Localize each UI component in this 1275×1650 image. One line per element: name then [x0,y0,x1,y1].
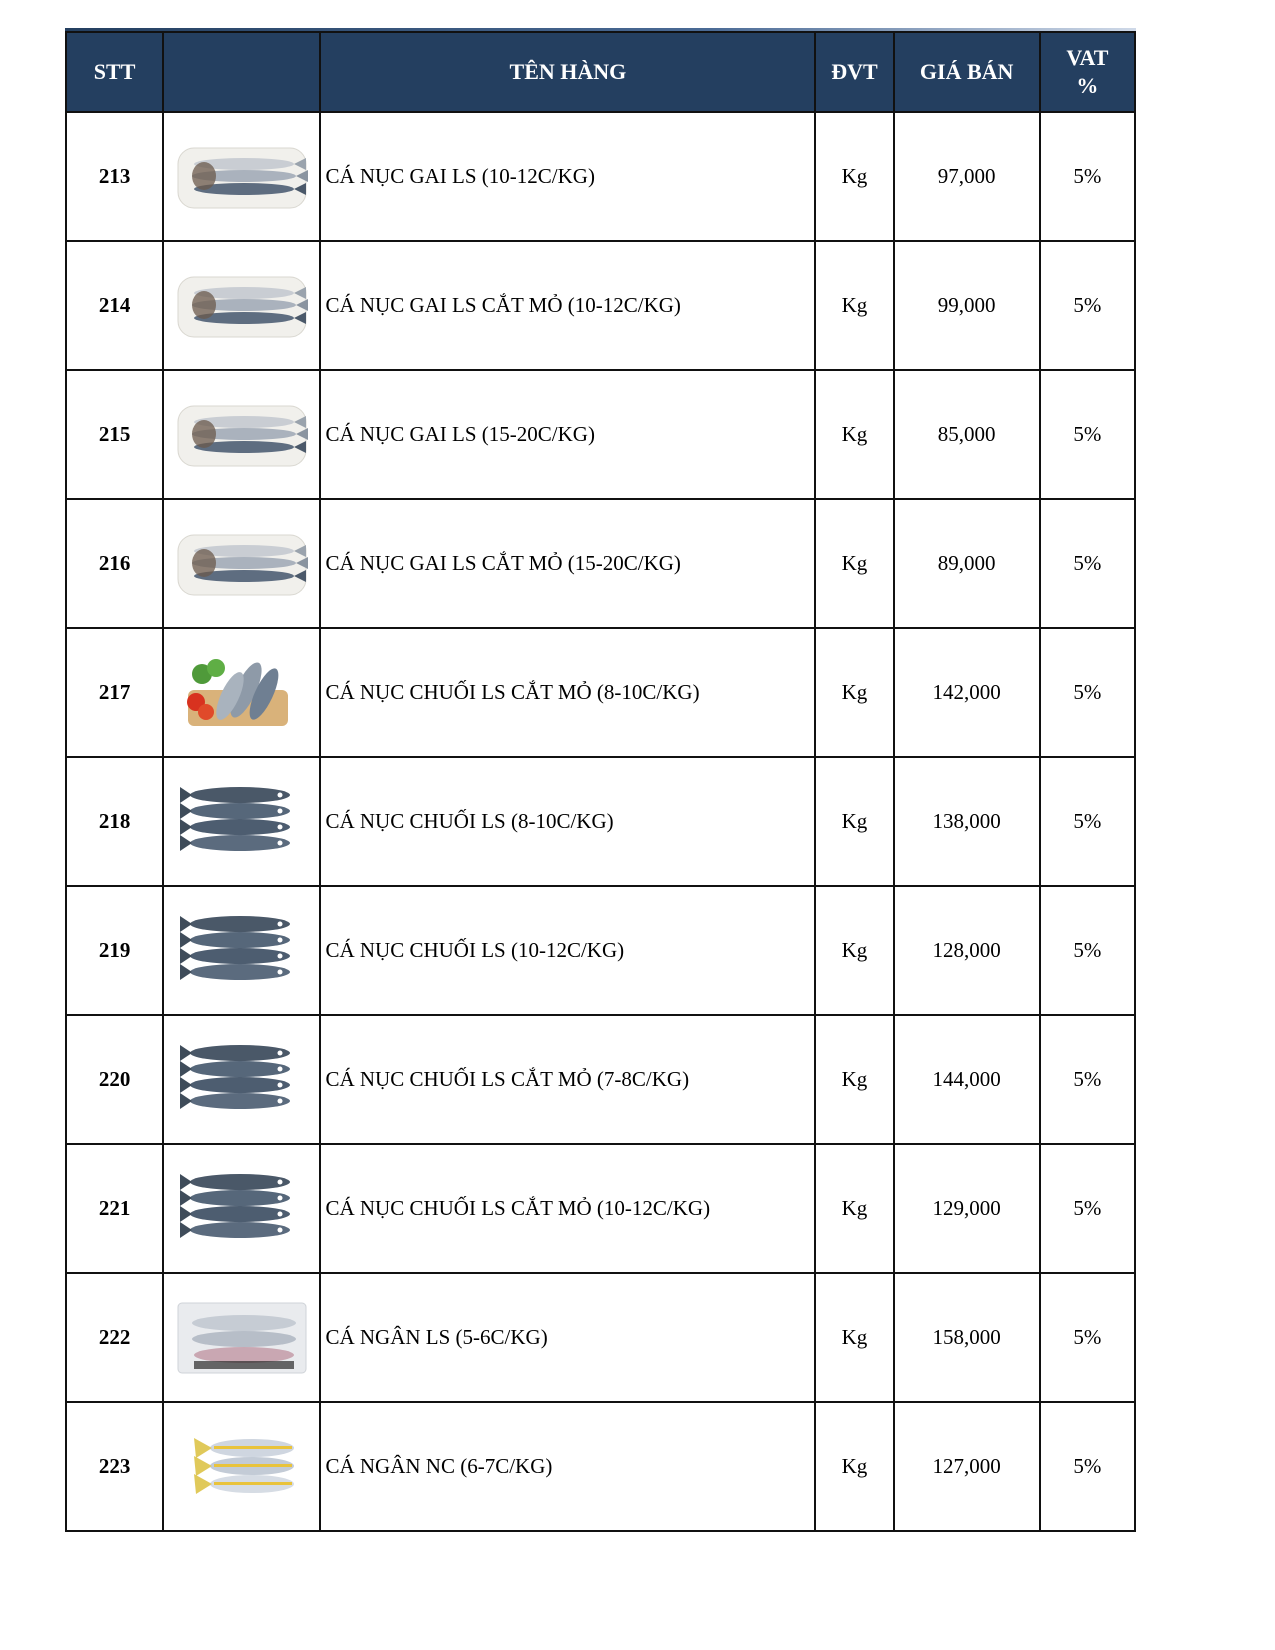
table-row [66,1402,1135,1531]
row-stt: 216 [66,499,163,628]
row-product-name: CÁ NỤC GAI LS (15-20C/KG) [320,370,815,499]
product-price-table [65,31,1136,1532]
row-vat: 5% [1040,370,1135,499]
row-unit: Kg [815,499,893,628]
row-image [163,370,320,499]
row-price: 89,000 [894,499,1040,628]
row-image [163,1015,320,1144]
row-stt: 223 [66,1402,163,1531]
header-name: TÊN HÀNG [320,32,815,112]
row-unit: Kg [815,1402,893,1531]
row-image [163,112,320,241]
row-price: 138,000 [894,757,1040,886]
row-price: 129,000 [894,1144,1040,1273]
row-product-name: CÁ NGÂN NC (6-7C/KG) [320,1402,815,1531]
row-unit: Kg [815,1144,893,1273]
row-unit: Kg [815,112,893,241]
row-product-name: CÁ NỤC CHUỐI LS CẮT MỎ (7-8C/KG) [320,1015,815,1144]
fish-stack-icon [174,1037,310,1123]
row-price: 127,000 [894,1402,1040,1531]
table-row [66,886,1135,1015]
header-price: GIÁ BÁN [894,32,1040,112]
row-image [163,241,320,370]
row-product-name: CÁ NỤC GAI LS (10-12C/KG) [320,112,815,241]
table-row [66,112,1135,241]
header-unit: ĐVT [815,32,893,112]
row-image [163,1273,320,1402]
row-unit: Kg [815,757,893,886]
row-image [163,886,320,1015]
row-stt: 219 [66,886,163,1015]
row-stt: 218 [66,757,163,886]
row-vat: 5% [1040,241,1135,370]
table-row [66,241,1135,370]
row-image [163,499,320,628]
row-stt: 221 [66,1144,163,1273]
row-stt: 222 [66,1273,163,1402]
row-vat: 5% [1040,1273,1135,1402]
header-stt: STT [66,32,163,112]
row-vat: 5% [1040,628,1135,757]
row-price: 85,000 [894,370,1040,499]
fish-on-tray-icon [174,392,310,478]
row-unit: Kg [815,370,893,499]
row-product-name: CÁ NỤC CHUỐI LS CẮT MỎ (10-12C/KG) [320,1144,815,1273]
fish-on-tray-icon [174,263,310,349]
row-image [163,757,320,886]
row-vat: 5% [1040,112,1135,241]
fish-on-board-icon [174,650,310,736]
row-product-name: CÁ NỤC CHUỐI LS (10-12C/KG) [320,886,815,1015]
row-product-name: CÁ NỤC CHUỐI LS (8-10C/KG) [320,757,815,886]
table-row [66,1015,1135,1144]
row-image [163,628,320,757]
row-vat: 5% [1040,886,1135,1015]
row-vat: 5% [1040,1015,1135,1144]
row-vat: 5% [1040,1402,1135,1531]
fish-pack-icon [174,1295,310,1381]
row-image [163,1402,320,1531]
fish-on-tray-icon [174,134,310,220]
table-row [66,1144,1135,1273]
fish-stack-icon [174,908,310,994]
row-stt: 213 [66,112,163,241]
row-unit: Kg [815,886,893,1015]
table-row [66,757,1135,886]
row-vat: 5% [1040,499,1135,628]
row-product-name: CÁ NGÂN LS (5-6C/KG) [320,1273,815,1402]
fish-yellowstripe-icon [174,1424,310,1510]
row-stt: 215 [66,370,163,499]
header-vat: VAT % [1040,32,1135,112]
table-body [66,112,1135,1531]
table-row [66,628,1135,757]
row-unit: Kg [815,1015,893,1144]
row-vat: 5% [1040,757,1135,886]
row-price: 158,000 [894,1273,1040,1402]
table-row [66,370,1135,499]
fish-on-tray-icon [174,521,310,607]
fish-stack-icon [174,1166,310,1252]
table-row [66,499,1135,628]
table-header [66,32,1135,112]
row-unit: Kg [815,241,893,370]
row-price: 99,000 [894,241,1040,370]
row-price: 142,000 [894,628,1040,757]
row-unit: Kg [815,1273,893,1402]
row-price: 97,000 [894,112,1040,241]
row-unit: Kg [815,628,893,757]
row-price: 128,000 [894,886,1040,1015]
table-row [66,1273,1135,1402]
header-image [163,32,320,112]
row-price: 144,000 [894,1015,1040,1144]
row-stt: 220 [66,1015,163,1144]
row-stt: 214 [66,241,163,370]
row-product-name: CÁ NỤC GAI LS CẮT MỎ (10-12C/KG) [320,241,815,370]
row-stt: 217 [66,628,163,757]
row-product-name: CÁ NỤC CHUỐI LS CẮT MỎ (8-10C/KG) [320,628,815,757]
row-vat: 5% [1040,1144,1135,1273]
row-image [163,1144,320,1273]
row-product-name: CÁ NỤC GAI LS CẮT MỎ (15-20C/KG) [320,499,815,628]
header-row [66,32,1135,112]
fish-stack-icon [174,779,310,865]
